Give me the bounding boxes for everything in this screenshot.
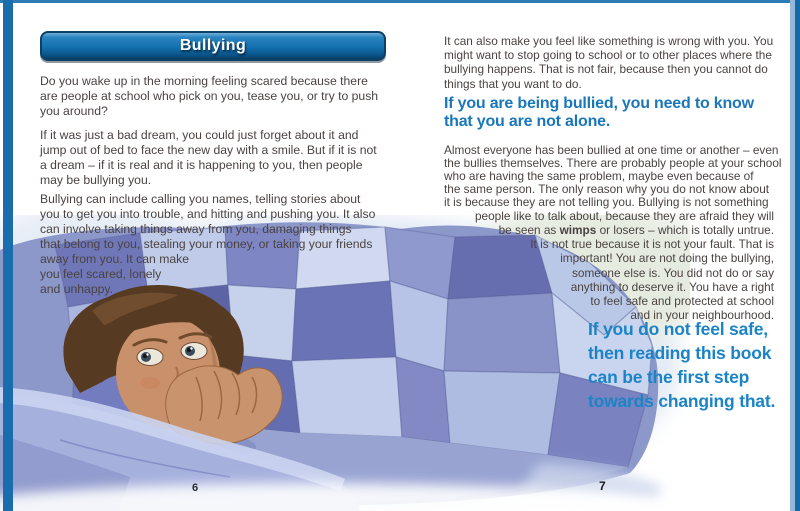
text-line: you feel scared, lonely — [40, 267, 162, 281]
text-line: the same person. The only reason why you do not know about — [444, 181, 770, 196]
text-line: you around? — [40, 104, 108, 118]
frame-right-edge-dark — [795, 0, 800, 511]
body-paragraph — [444, 34, 780, 91]
text-line: to feel safe and protected at school — [590, 294, 774, 309]
text-line: it is because they are not telling you. Bullying is not something — [444, 194, 769, 209]
section-heading — [444, 95, 780, 131]
chapter-title-banner — [40, 31, 386, 61]
closing-heading — [588, 317, 775, 413]
text-line: can be the first step — [588, 367, 750, 387]
text-line: Almost everyone has been bullied at one time or another – even — [444, 142, 779, 157]
text-line: are people at school who pick on you, tease you, or try to push — [40, 89, 379, 103]
text-line: It is not true because it is not your fault. That is — [530, 237, 774, 252]
left-page-column — [40, 31, 386, 297]
text-line: who are having the same problem, maybe even because of — [444, 168, 754, 183]
text-line: someone else is. You did not do or say — [572, 265, 774, 280]
text-line: towards changing that. — [588, 391, 776, 411]
page-number-right: 7 — [599, 479, 606, 493]
chapter-title: Bullying — [179, 37, 247, 54]
text-line: If you do not feel safe, — [588, 319, 768, 339]
text-line: It can also make you feel like something is wrong with you. You — [444, 34, 774, 48]
text-line: jump out of bed to face the new day with a smile. But if it is not — [40, 143, 377, 157]
body-paragraph — [444, 144, 780, 209]
text-line: the bullies themselves. There are probably people at your school — [444, 155, 782, 170]
page-number-left: 6 — [192, 482, 199, 494]
text-line: people like to talk about, because they are afraid they will — [474, 208, 774, 223]
body-paragraph — [40, 74, 386, 119]
body-paragraph-wrapped — [444, 209, 780, 323]
text-line: and unhappy. — [40, 282, 113, 296]
text-line: and in your neighbourhood. — [630, 308, 774, 323]
text-line: might want to stop going to school or to other places where the — [444, 48, 772, 63]
text-line: things that you want to do. — [444, 76, 582, 91]
body-paragraph — [40, 192, 386, 297]
right-page-column — [444, 34, 780, 322]
text-line: can involve taking things away from you, damaging things — [40, 222, 352, 236]
text-line: be seen as wimps or losers – which is totally untrue. — [498, 223, 774, 238]
text-line: If it was just a bad dream, you could just forget about it and — [40, 128, 359, 142]
text-line: important! You are not doing the bullying, — [560, 251, 774, 266]
text-line: bullying happens. That is not fair, because then you cannot do — [444, 62, 768, 77]
text-line: anything to deserve it. You have a right — [570, 279, 774, 294]
text-line: Bullying can include calling you names, telling stories about — [40, 192, 361, 206]
text-line: may be bullying you. — [40, 173, 152, 187]
text-line: you to get you into trouble, and hitting and pushing you. It also — [40, 207, 376, 221]
frame-top-edge — [0, 0, 800, 3]
text-line: away from you. It can make — [40, 252, 190, 266]
text-line: If you are being bullied, you need to know — [444, 94, 754, 112]
text-line: that belong to you, stealing your money, or taking your friends — [40, 237, 373, 251]
text-line: that you are not alone. — [444, 112, 611, 130]
text-line: a dream – if it is real and it is happening to you, then people — [40, 158, 363, 172]
text-line: Do you wake up in the morning feeling scared because there — [40, 74, 368, 88]
frame-left-edge — [3, 0, 13, 511]
body-paragraph — [40, 128, 386, 188]
text-line: then reading this book — [588, 343, 772, 363]
